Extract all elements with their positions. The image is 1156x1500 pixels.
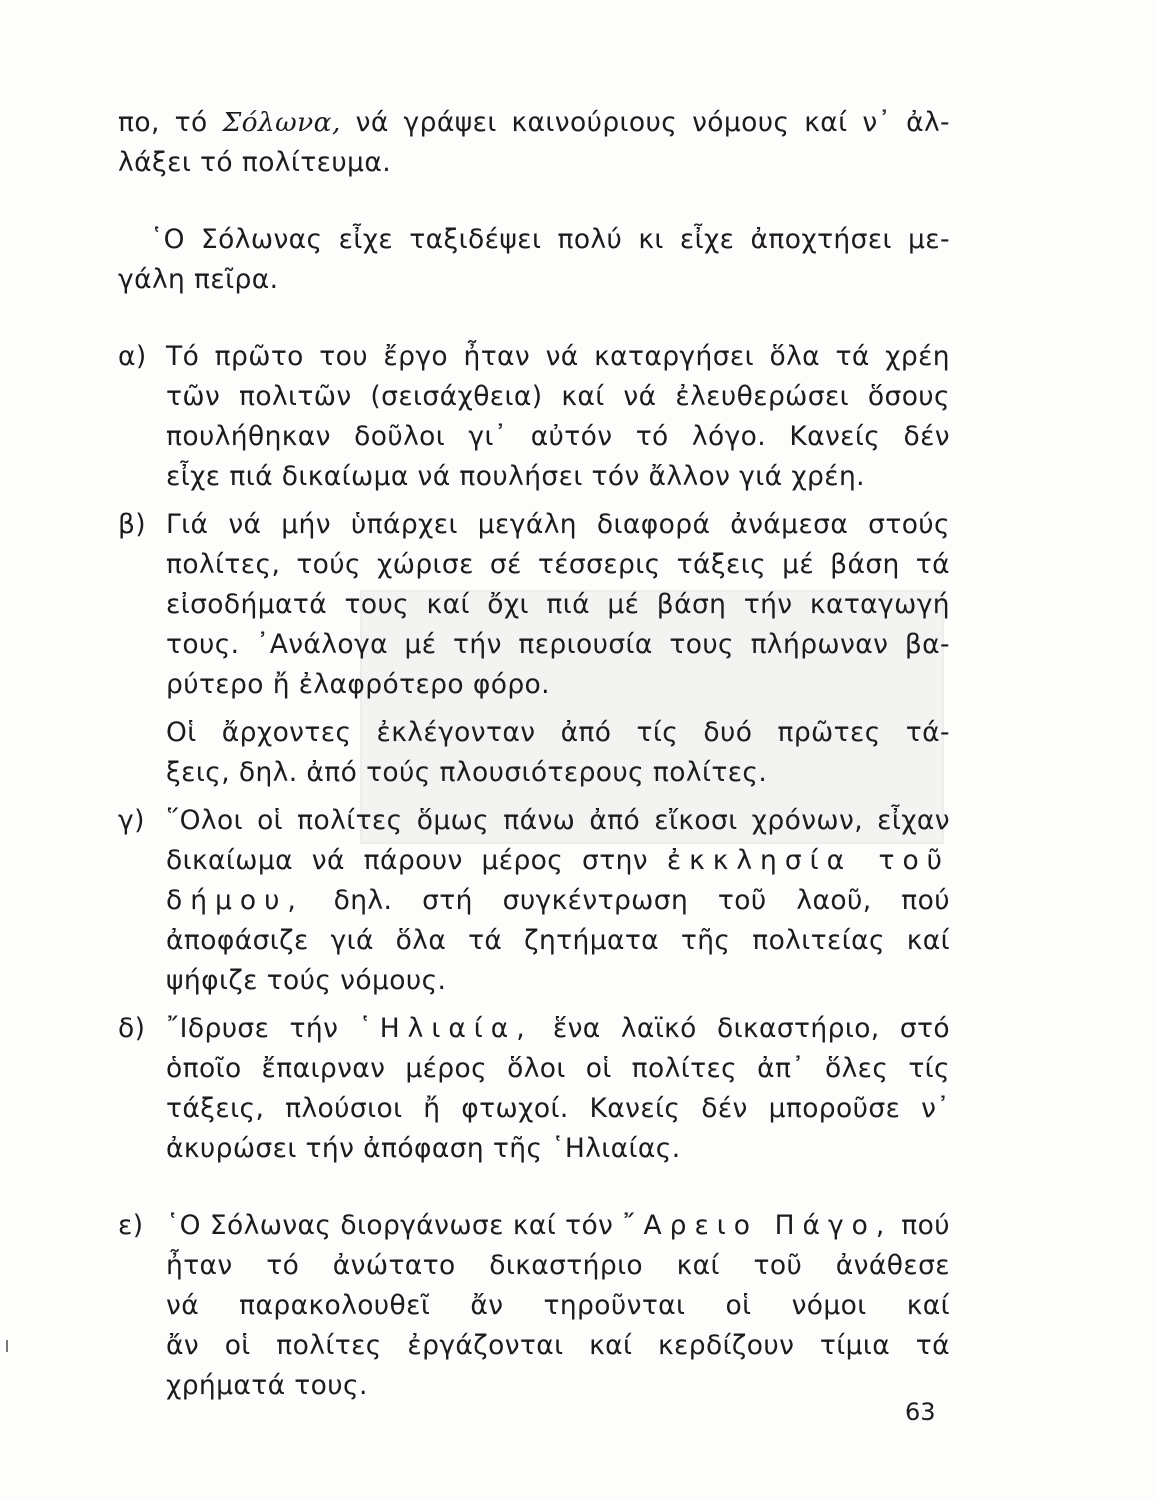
item-c-line: δήμου, δηλ. στή συγκέντρωση τοῦ λαοῦ, πού bbox=[166, 885, 950, 916]
item-d-line: τάξεις, πλούσιοι ἤ φτωχοί. Κανείς δέν μποροῦσε ν᾽ bbox=[166, 1093, 950, 1124]
page-number: 63 bbox=[905, 1398, 936, 1426]
item-b-line: τους. ᾽Ανάλογα μέ τήν περιουσία τους πλήρωναν βα- bbox=[166, 629, 950, 660]
page-body bbox=[118, 103, 950, 1406]
scan-speck bbox=[6, 1340, 8, 1352]
item-c-line: ἀποφάσιζε γιά ὅλα τά ζητήματα τῆς πολιτείας καί bbox=[166, 925, 950, 956]
item-e-line: ἦταν τό ἀνώτατο δικαστήριο καί τοῦ ἀνάθεσε bbox=[166, 1250, 950, 1281]
item-b-line: Γιά νά μήν ὑπάρχει μεγάλη διαφορά ἀνάμεσα στούς bbox=[166, 509, 950, 540]
para1-line-1: ῾Ο Σόλωνας εἶχε ταξιδέψει πολύ κι εἶχε ἀποχτήσει με- bbox=[150, 224, 950, 255]
item-e-line: νά παρακολουθεῖ ἄν τηροῦνται οἱ νόμοι καί bbox=[166, 1290, 950, 1321]
item-c-line: ῞Ολοι οἱ πολίτες ὅμως πάνω ἀπό εἴκοσι χρόνων, εἶχαν bbox=[166, 805, 950, 836]
list-item-e bbox=[118, 1206, 950, 1406]
item-c-line: δικαίωμα νά πάρουν μέρος στην ἐκκλησία τοῦ bbox=[166, 845, 950, 876]
item-marker: γ) bbox=[118, 805, 145, 836]
item-b-subline: Οἱ ἄρχοντες ἐκλέγονταν ἀπό τίς δυό πρῶτες τά- bbox=[166, 717, 950, 748]
item-c-line: ψήφιζε τούς νόμους. bbox=[166, 965, 447, 996]
intro-line-2: λάξει τό πολίτευμα. bbox=[118, 147, 392, 178]
intro-line-1: πο, τό Σόλωνα, νά γράψει καινούριους νόμους καί ν᾽ ἀλ- bbox=[118, 107, 950, 138]
item-marker: ε) bbox=[118, 1210, 144, 1241]
item-d-line: ὁποῖο ἔπαιρναν μέρος ὅλοι οἱ πολίτες ἀπ᾽ ὅλες τίς bbox=[166, 1053, 950, 1084]
item-marker: α) bbox=[118, 341, 147, 372]
item-marker: β) bbox=[118, 509, 147, 540]
item-marker: δ) bbox=[118, 1013, 146, 1044]
item-a-line: τῶν πολιτῶν (σεισάχθεια) καί νά ἐλευθερώσει ὅσους bbox=[166, 381, 950, 412]
iliaia-term: ῾Ηλιαία, bbox=[358, 1013, 533, 1044]
item-d-line: ῎Ιδρυσε τήν ῾Ηλιαία, ἕνα λαϊκό δικαστήριο, στό bbox=[166, 1013, 950, 1044]
list-item-a bbox=[118, 337, 950, 497]
item-d-line: ἀκυρώσει τήν ἀπόφαση τῆς ῾Ηλιαίας. bbox=[166, 1133, 681, 1164]
item-a-line: εἶχε πιά δικαίωμα νά πουλήσει τόν ἄλλον γιά χρέη. bbox=[166, 461, 865, 492]
dimos-term: δήμου, bbox=[166, 885, 304, 916]
item-e-line: ῾Ο Σόλωνας διοργάνωσε καί τόν ῎Αρειο Πάγο, πού bbox=[166, 1210, 950, 1241]
item-b-line: εἰσοδήματά τους καί ὄχι πιά μέ βάση τήν καταγωγή bbox=[166, 589, 950, 620]
list-item-d bbox=[118, 1009, 950, 1169]
item-e-line: ἄν οἱ πολίτες ἐργάζονται καί κερδίζουν τίμια τά bbox=[166, 1330, 950, 1361]
item-b-line: πολίτες, τούς χώρισε σέ τέσσερις τάξεις μέ βάση τά bbox=[166, 549, 950, 580]
ekklisia-term: ἐκκλησία τοῦ bbox=[666, 845, 950, 876]
item-b-subline: ξεις, δηλ. ἀπό τούς πλουσιότερους πολίτες. bbox=[166, 757, 768, 788]
list-item-c bbox=[118, 801, 950, 1001]
list-item-b bbox=[118, 505, 950, 793]
item-a-line: πουλήθηκαν δοῦλοι γι᾽ αὐτόν τό λόγο. Κανείς δέν bbox=[166, 421, 950, 452]
solon-name: Σόλωνα, bbox=[222, 107, 341, 138]
areios-pagos-term: ῎Αρειο Πάγο, bbox=[622, 1210, 893, 1241]
item-a-line: Τό πρῶτο του ἔργο ἦταν νά καταργήσει ὅλα τά χρέη bbox=[166, 341, 950, 372]
para1-line-2: γάλη πεῖρα. bbox=[118, 264, 279, 295]
item-e-line: χρήματά τους. bbox=[166, 1370, 368, 1401]
item-b-line: ρύτερο ἤ ἐλαφρότερο φόρο. bbox=[166, 669, 550, 700]
